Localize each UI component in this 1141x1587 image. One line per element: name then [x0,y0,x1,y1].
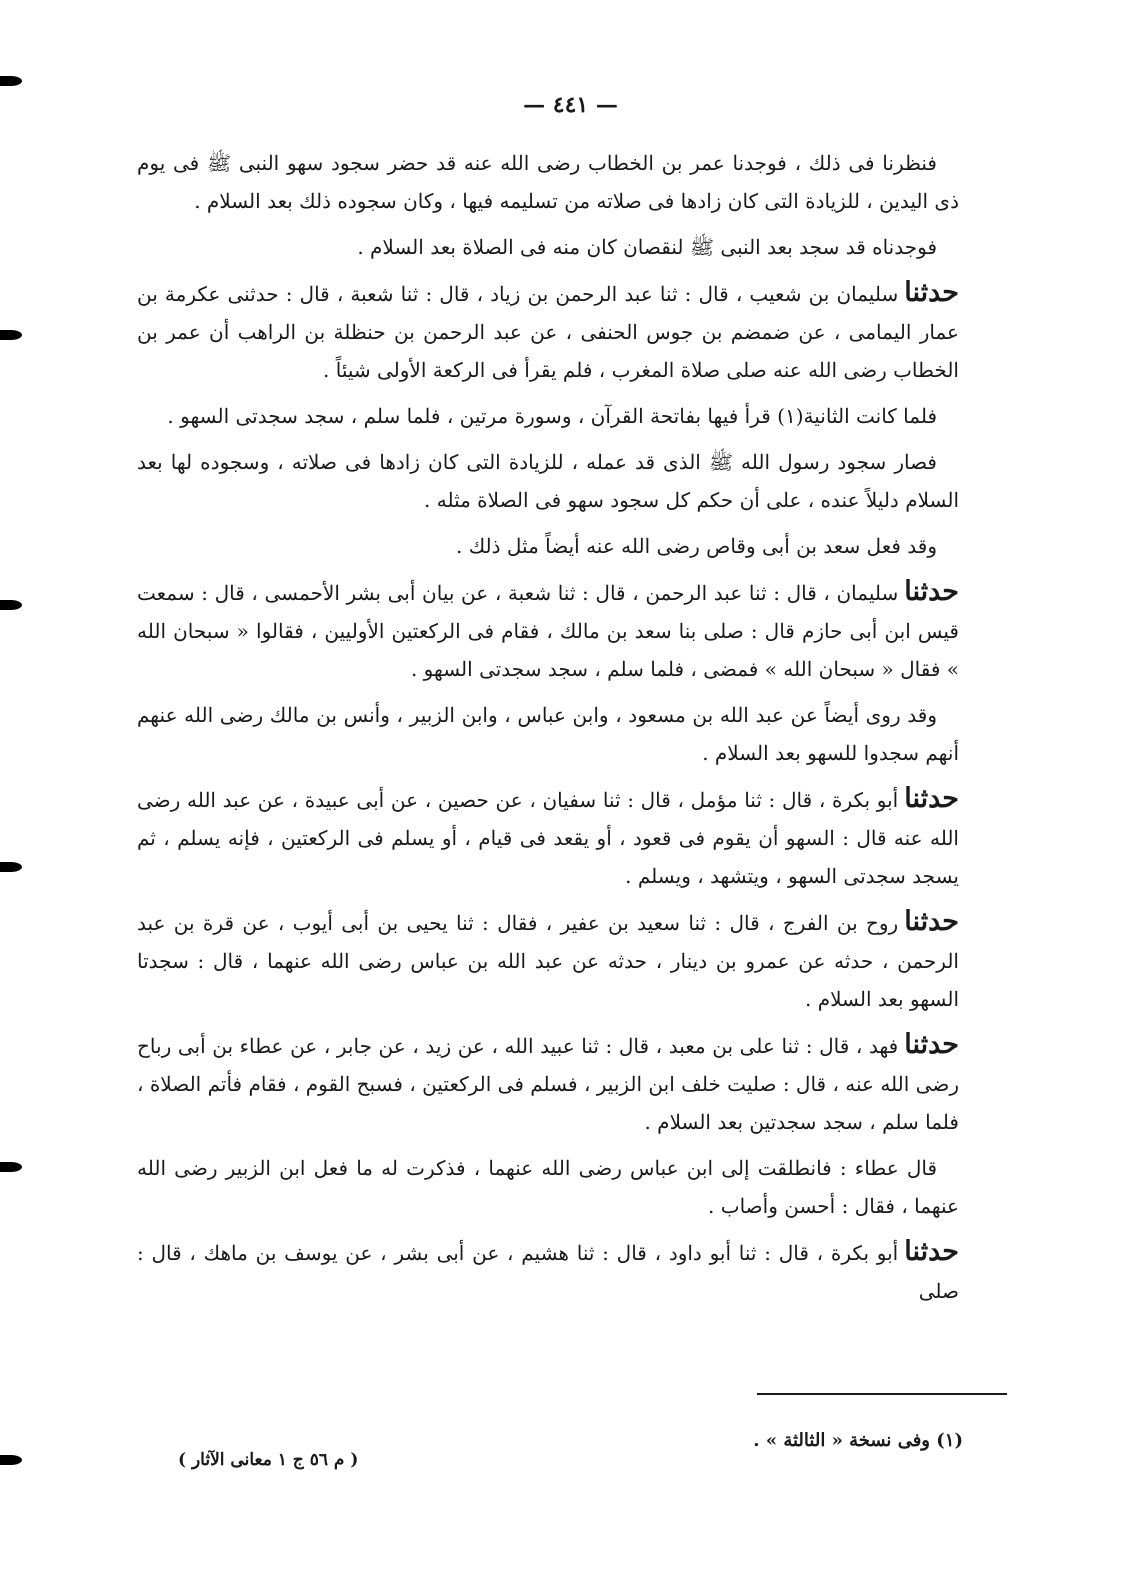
paragraph [137,443,959,519]
paragraph-text: وقد فعل سعد بن أبى وقاص رضى الله عنه أيضاً مثل ذلك . [455,534,937,558]
hadith-keyword: حدثنا [904,277,959,308]
paragraph [137,397,959,435]
binding-mark [0,1455,22,1465]
printer-signature: ( م ٥٦ ج ١ معانى الآثار ) [178,1450,359,1470]
binding-mark [0,600,22,610]
paragraph [137,144,959,220]
paragraph-text: قال عطاء : فانطلقت إلى ابن عباس رضى الله عنهما ، فذكرت له ما فعل ابن الزبير رضى الله عنهما ، فقال : أحسن وأصاب . [137,1156,959,1218]
body-text [137,144,959,1318]
hadith-paragraph [137,780,959,895]
paragraph-text: سليمان بن شعيب ، قال : ثنا عبد الرحمن بن زياد ، قال : ثنا شعبة ، قال : حدثنى عكرمة بن عمار اليمامى ، عن ضمضم بن جوس الحنفى ، عن عبد الرحمن بن حنظلة بن الراهب أن عمر بن الخطاب رضى الله عنه صلى صلاة المغرب ، فلم يقرأ فى الركعة الأولى شيئاً . [137,282,959,382]
hadith-paragraph [137,1026,959,1141]
paragraph [137,696,959,772]
footnote-divider [757,1393,1007,1395]
hadith-paragraph [137,274,959,389]
paragraph-text: روح بن الفرج ، قال : ثنا سعيد بن عفير ، فقال : ثنا يحيى بن أبى أيوب ، عن قرة بن عبد الرحمن ، حدثه عن عمرو بن دينار ، حدثه عن عبد الله بن عباس رضى الله عنهما ، قال : سجدتا السهو بعد السلام . [137,911,959,1011]
hadith-paragraph [137,1233,959,1310]
binding-mark [0,76,22,86]
paragraph [137,527,959,565]
hadith-keyword: حدثنا [904,783,959,814]
paragraph-text: وقد روى أيضاً عن عبد الله بن مسعود ، وابن عباس ، وابن الزبير ، وأنس بن مالك رضى الله عنهم أنهم سجدوا للسهو بعد السلام . [137,703,959,765]
hadith-keyword: حدثنا [904,576,959,607]
paragraph-text: أبو بكرة ، قال : ثنا أبو داود ، قال : ثنا هشيم ، عن أبى بشر ، عن يوسف بن ماهك ، قال : صلى [137,1241,959,1303]
hadith-keyword: حدثنا [904,906,959,937]
footnote: (١) وفى نسخة « الثالثة » . [753,1430,963,1451]
hadith-paragraph [137,573,959,688]
paragraph-text: فهد ، قال : ثنا على بن معبد ، قال : ثنا عبيد الله ، عن زيد ، عن جابر ، عن عطاء بن أبى رباح رضى الله عنه ، قال : صليت خلف ابن الزبير ، فسلم فى الركعتين ، فسبح القوم ، فقام فأتم الصلاة ، فلما سلم ، سجد سجدتين بعد السلام . [137,1034,959,1134]
paragraph-text: فلما كانت الثانية(١) قرأ فيها بفاتحة القرآن ، وسورة مرتين ، فلما سلم ، سجد سجدتى السهو . [167,404,937,428]
paragraph-text: فنظرنا فى ذلك ، فوجدنا عمر بن الخطاب رضى الله عنه قد حضر سجود سهو النبى ﷺ فى يوم ذى اليدين ، للزيادة التى كان زادها فى صلاته من تسليمه فيها ، وكان سجوده ذلك بعد السلام . [137,151,959,213]
paragraph-text: سليمان ، قال : ثنا عبد الرحمن ، قال : ثنا شعبة ، عن بيان أبى بشر الأحمسى ، قال : سمعت قيس ابن أبى حازم قال : صلى بنا سعد بن مالك ، فقام فى الركعتين الأوليين ، فقالوا « سبحان الله » فقال « سبحان الله » فمضى ، فلما سلم ، سجد سجدتى السهو . [137,581,959,681]
paragraph [137,1149,959,1225]
paragraph-text: فوجدناه قد سجد بعد النبى ﷺ لنقصان كان منه فى الصلاة بعد السلام . [357,235,937,259]
paragraph-text: أبو بكرة ، قال : ثنا مؤمل ، قال : ثنا سفيان ، عن حصين ، عن أبى عبيدة ، عن عبد الله رضى الله عنه قال : السهو أن يقوم فى قعود ، أو يقعد فى قيام ، أو يسلم فى الركعتين ، فإنه يسلم ، ثم يسجد سجدتى السهو ، ويتشهد ، ويسلم . [137,788,959,888]
page-number: — ٤٤١ — [523,92,618,118]
paragraph-text: فصار سجود رسول الله ﷺ الذى قد عمله ، للزيادة التى كان زادها فى صلاته ، وسجوده لها بعد السلام دليلاً عنده ، على أن حكم كل سجود سهو فى الصلاة مثله . [137,450,959,512]
hadith-keyword: حدثنا [904,1029,959,1060]
binding-mark [0,1162,22,1172]
paragraph [137,228,959,266]
hadith-paragraph [137,903,959,1018]
binding-mark [0,330,22,340]
binding-mark [0,862,22,872]
hadith-keyword: حدثنا [904,1236,959,1267]
